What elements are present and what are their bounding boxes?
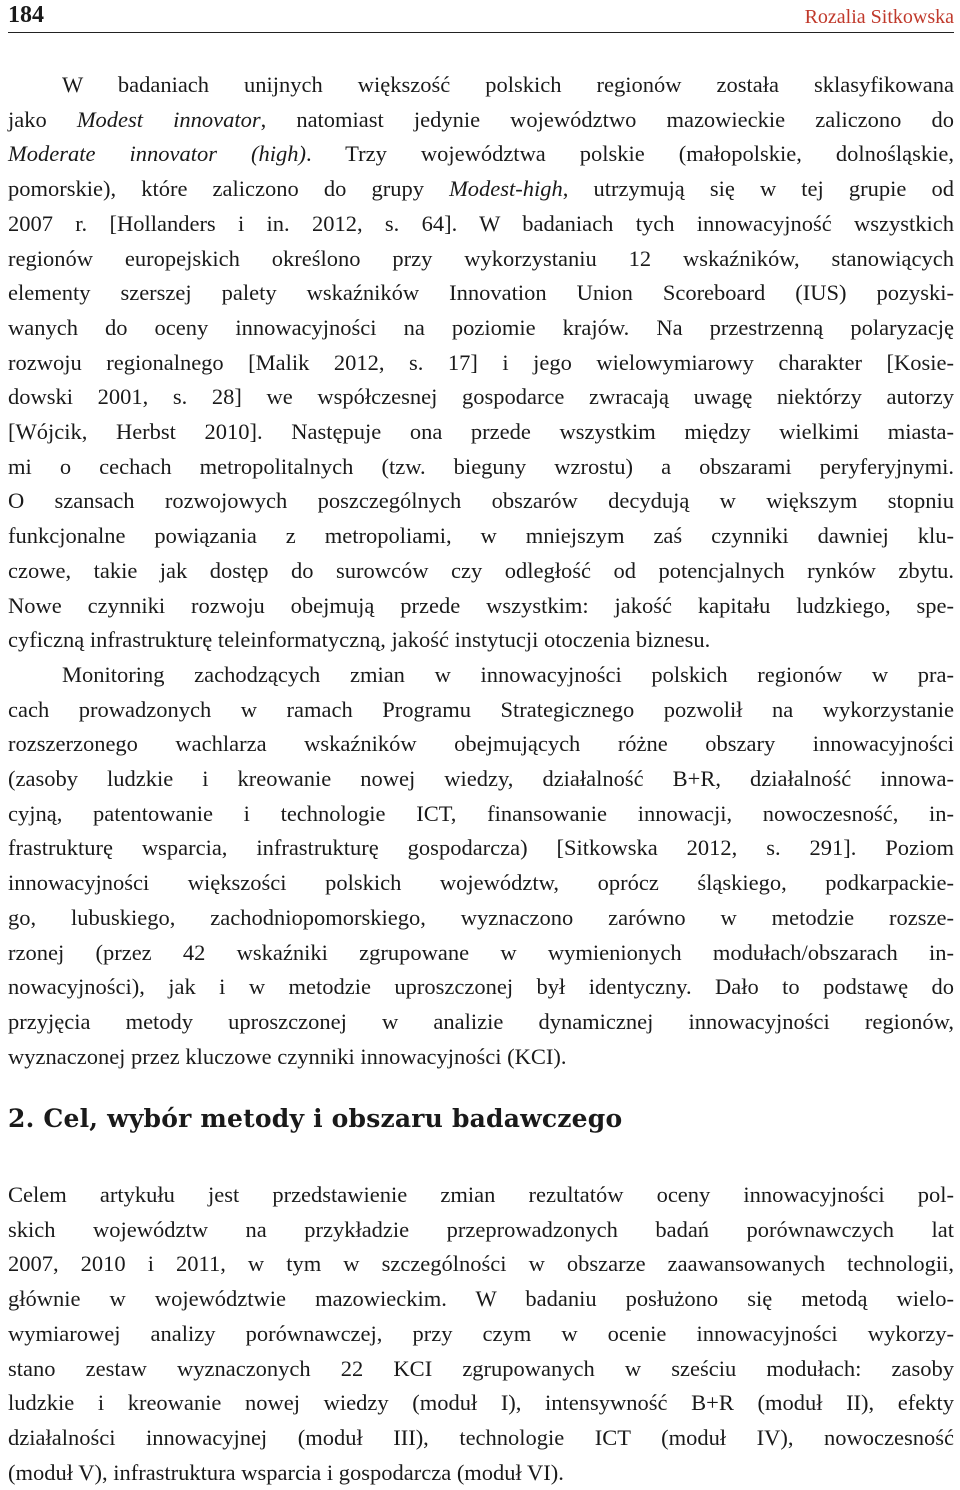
page-header [8,0,954,33]
text-line: wyznaczonej przez kluczowe czynniki innowacyjności (KCI). [8,1043,567,1069]
running-head-author: Rozalia Sitkowska [804,6,954,28]
text-line: Celem artykułu jest przedstawienie zmian rezultatów oceny innowacyjności pol- [8,1182,954,1207]
text-line: Moderate innovator (high). Trzy województwa polskie (małopolskie, dolnośląskie, [8,141,954,167]
text-line: czowe, takie jak dostęp do surowców czy odległość od potencjalnych rynków zbytu. [8,557,954,583]
text-line: wymiarowej analizy porównawczej, przy czym w ocenie innowacyjności wykorzy- [8,1320,954,1346]
text-line: dowski 2001, s. 28] we współczesnej gospodarce zwracają uwagę niektórzy autorzy [8,384,954,410]
page-number: 184 [8,2,44,28]
text-line: działalności innowacyjnej (moduł III), technologie ICT (moduł IV), nowoczesność [8,1424,954,1450]
text-line: rzonej (przez 42 wskaźniki zgrupowane w wymienionych modułach/obszarach in- [8,939,954,965]
text-line: cyficzną infrastrukturę teleinformatyczną, jakość instytucji otoczenia biznesu. [8,627,711,653]
section-heading: 2. Cel, wybór metody i obszaru badawczego [8,1104,623,1133]
text-line: Nowe czynniki rozwoju obejmują przede wszystkim: jakość kapitału ludzkiego, spe- [8,592,954,618]
text-line: cyjną, patentowanie i technologie ICT, finansowanie innowacji, nowoczesność, in- [8,800,954,826]
text-line: stano zestaw wyznaczonych 22 KCI zgrupowanych w sześciu modułach: zasoby [8,1355,954,1381]
text-line: rozszerzonego wachlarza wskaźników obejmujących różne obszary innowacyjności [8,731,954,757]
text-line: mi o cechach metropolitalnych (tzw. bieguny wzrostu) a obszarami peryferyjnymi. [8,453,954,479]
body-text [8,68,954,1074]
paragraph-3 [8,1178,954,1490]
text-line: Monitoring zachodzących zmian w innowacyjności polskich regionów w pra- [62,661,954,687]
text-line: nowacyjności), jak i w metodzie uproszczonej był identyczny. Dało to podstawę do [8,974,954,1000]
text-line: elementy szerszej palety wskaźników Innovation Union Scoreboard (IUS) pozyski- [8,280,954,306]
text-line: [Wójcik, Herbst 2010]. Następuje ona przede wszystkim między wielkimi miasta- [8,419,954,445]
text-line: skich województw na przykładzie przeprowadzonych badań porównawczych lat [8,1216,954,1242]
text-line: ludzkie i kreowanie nowej wiedzy (moduł I), intensywność B+R (moduł II), efekty [8,1390,954,1416]
text-line: (zasoby ludzkie i kreowanie nowej wiedzy, działalność B+R, działalność innowa- [8,766,954,792]
text-line: wanych do oceny innowacyjności na poziomie krajów. Na przestrzenną polaryzację [8,314,954,340]
paragraph-1 [8,68,954,658]
text-line: (moduł V), infrastruktura wsparcia i gospodarcza (moduł VI). [8,1459,564,1485]
paragraph-2 [8,658,954,1074]
text-line: 2007, 2010 i 2011, w tym w szczególności w obszarze zaawansowanych technologii, [8,1251,954,1277]
text-line: W badaniach unijnych większość polskich regionów została sklasyfikowana [62,72,954,97]
text-line: regionów europejskich określono przy wykorzystaniu 12 wskaźników, stanowiących [8,245,954,271]
text-line: głównie w województwie mazowieckim. W badaniu posłużono się metodą wielo- [8,1286,954,1312]
text-line: przyjęcia metody uproszczonej w analizie dynamicznej innowacyjności regionów, [8,1008,954,1034]
text-line: frastrukturę wsparcia, infrastrukturę gospodarcza) [Sitkowska 2012, s. 291]. Poziom [8,835,954,861]
text-line: O szansach rozwojowych poszczególnych obszarów decydują w większym stopniu [8,488,954,514]
text-line: go, lubuskiego, zachodniopomorskiego, wyznaczono zarówno w metodzie rozsze- [8,904,954,930]
text-line: pomorskie), które zaliczono do grupy Modest-high, utrzymują się w tej grupie od [8,176,954,202]
text-line: rozwoju regionalnego [Malik 2012, s. 17] i jego wielowymiarowy charakter [Kosie- [8,349,954,375]
text-line: funkcjonalne powiązania z metropoliami, w mniejszym zaś czynniki dawniej klu- [8,523,954,549]
section-2-body [8,1178,954,1490]
text-line: innowacyjności większości polskich województw, oprócz śląskiego, podkarpackie- [8,870,954,896]
text-line: jako Modest innovator, natomiast jedynie województwo mazowieckie zaliczono do [8,106,954,132]
text-line: cach prowadzonych w ramach Programu Strategicznego pozwolił na wykorzystanie [8,696,954,722]
text-line: 2007 r. [Hollanders i in. 2012, s. 64]. W badaniach tych innowacyjność wszystkich [8,210,954,236]
